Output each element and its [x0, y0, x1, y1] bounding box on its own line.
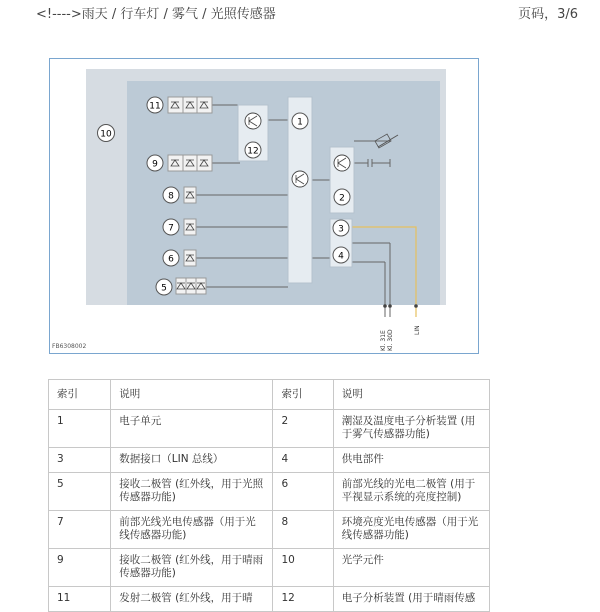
callout-3	[333, 220, 349, 236]
description-cell: 发射二极管 (红外线，用于晴	[111, 587, 273, 612]
svg-text:3: 3	[338, 224, 344, 235]
description-cell: 接收二极管 (红外线，用于光照传感器功能)	[111, 473, 273, 511]
col-header-index: 索引	[49, 380, 111, 410]
table-row	[49, 473, 490, 511]
table-header-row	[49, 380, 490, 410]
callout-7	[163, 219, 179, 235]
col-header-description: 说明	[333, 380, 489, 410]
description-cell: 电子单元	[111, 410, 273, 448]
callout-10	[98, 125, 115, 142]
index-cell: 4	[273, 448, 333, 473]
description-cell: 前部光线的光电二极管 (用于平视显示系统的亮度控制)	[333, 473, 489, 511]
index-cell: 9	[49, 549, 111, 587]
svg-text:5: 5	[161, 283, 167, 294]
table-row	[49, 549, 490, 587]
transistor-icon	[334, 155, 350, 171]
page-number: 页码，3/6	[518, 7, 578, 22]
callout-11	[147, 97, 163, 113]
callout-6	[163, 250, 179, 266]
callout-4	[333, 247, 349, 263]
callout-12	[245, 142, 261, 158]
index-cell: 12	[273, 587, 333, 612]
description-cell: 电子分析装置 (用于晴雨传感	[333, 587, 489, 612]
index-cell: 11	[49, 587, 111, 612]
callout-5	[156, 279, 172, 295]
description-cell: 光学元件	[333, 549, 489, 587]
index-cell: 1	[49, 410, 111, 448]
sensor-block-diagram	[49, 58, 479, 354]
svg-text:10: 10	[100, 129, 112, 140]
svg-text:9: 9	[152, 159, 158, 170]
index-cell: 3	[49, 448, 111, 473]
diagram-svg	[50, 59, 478, 353]
header-breadcrumb: <!---->雨天 / 行车灯 / 雾气 / 光照传感器	[36, 7, 276, 22]
description-cell: 接收二极管 (红外线，用于晴雨传感器功能)	[111, 549, 273, 587]
description-cell: 环境亮度光电传感器（用于光线传感器功能)	[333, 511, 489, 549]
callout-1	[292, 113, 308, 129]
svg-text:1: 1	[297, 117, 303, 128]
svg-text:2: 2	[339, 193, 345, 204]
legend-table	[48, 379, 490, 612]
transistor-icon	[245, 113, 261, 129]
lin-label: LIN	[414, 325, 421, 335]
terminal-31e-label: Kl. 31E	[380, 330, 387, 351]
col-header-index: 索引	[273, 380, 333, 410]
table-row	[49, 448, 490, 473]
col-header-description: 说明	[111, 380, 273, 410]
svg-text:4: 4	[338, 251, 344, 262]
transistor-icon	[292, 171, 308, 187]
index-cell: 10	[273, 549, 333, 587]
index-cell: 2	[273, 410, 333, 448]
index-cell: 7	[49, 511, 111, 549]
svg-text:8: 8	[168, 191, 174, 202]
description-cell: 供电部件	[333, 448, 489, 473]
terminal-30d-label: Kl. 30D	[387, 329, 394, 351]
svg-text:12: 12	[247, 146, 259, 157]
callout-2	[334, 189, 350, 205]
figure-code: FB6308002	[52, 343, 87, 350]
callout-9	[147, 155, 163, 171]
svg-text:11: 11	[149, 101, 161, 112]
description-cell: 潮湿及温度电子分析装置 (用于雾气传感器功能)	[333, 410, 489, 448]
svg-text:6: 6	[168, 254, 174, 265]
svg-text:7: 7	[168, 223, 174, 234]
table-row	[49, 410, 490, 448]
index-cell: 8	[273, 511, 333, 549]
index-cell: 6	[273, 473, 333, 511]
table-row	[49, 511, 490, 549]
description-cell: 数据接口（LIN 总线）	[111, 448, 273, 473]
callout-8	[163, 187, 179, 203]
description-cell: 前部光线光电传感器（用于光线传感器功能)	[111, 511, 273, 549]
index-cell: 5	[49, 473, 111, 511]
table-row	[49, 587, 490, 612]
